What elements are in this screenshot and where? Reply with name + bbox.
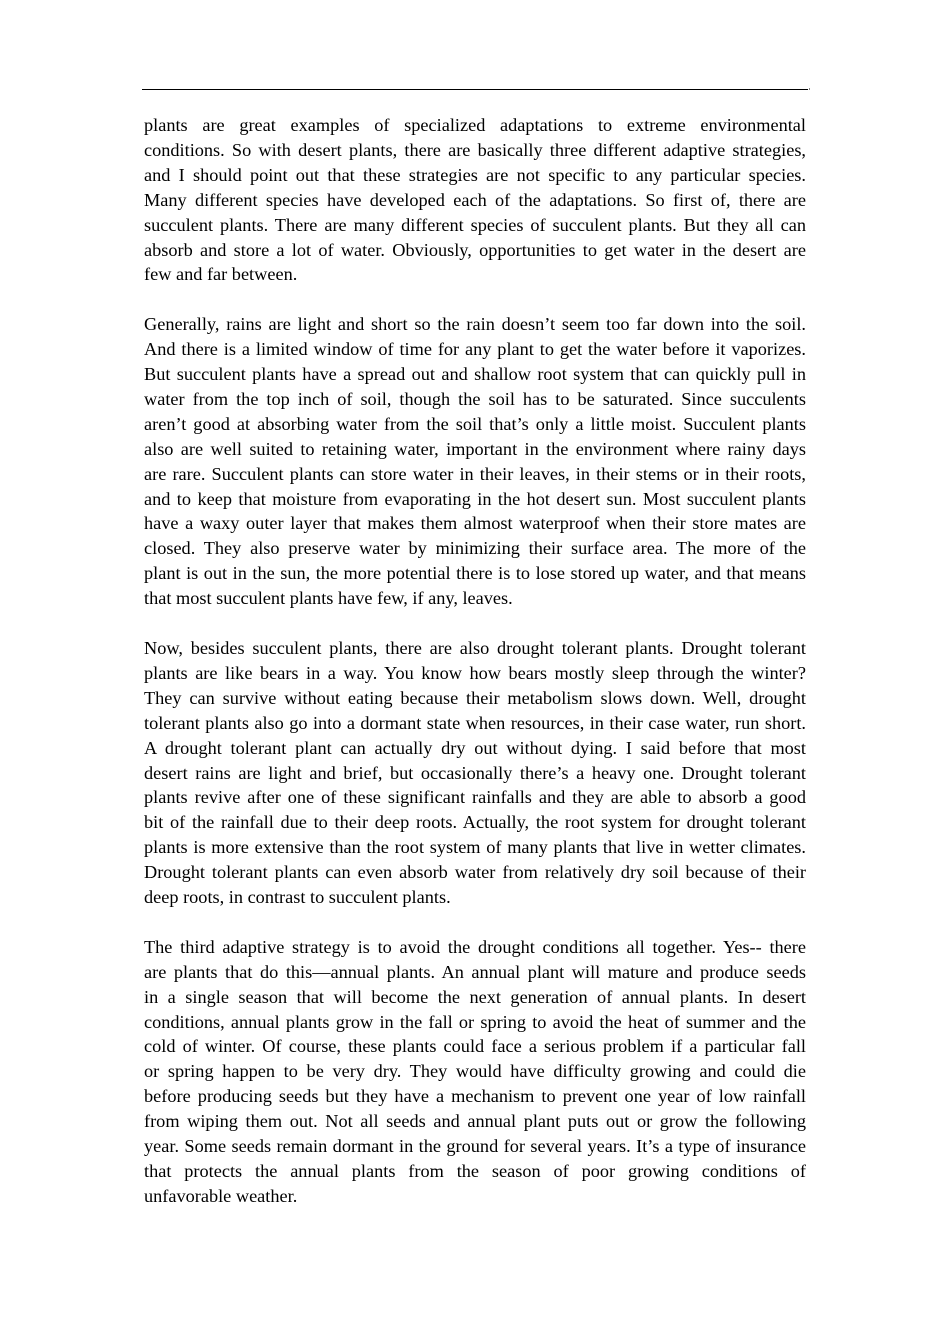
text-line: closed. They also preserve water by minimizing their surface area. The more of the bbox=[144, 538, 806, 559]
text-line: bit of the rainfall due to their deep roots. Actually, the root system for drought tolerant bbox=[144, 812, 806, 833]
text-line: water from the top inch of soil, though the soil has to be saturated. Since succulents bbox=[144, 388, 806, 409]
text-line: in a single season that will become the next generation of annual plants. In desert bbox=[144, 986, 806, 1007]
text-line: Many different species have developed each of the adaptations. So first of, there are bbox=[144, 189, 806, 210]
text-line: are plants that do this—annual plants. An annual plant will mature and produce seeds bbox=[144, 961, 806, 982]
text-line: deep roots, in contrast to succulent plants. bbox=[144, 887, 451, 908]
text-line: from wiping them out. Not all seeds and annual plant puts out or grow the following bbox=[144, 1111, 806, 1132]
text-line: and to keep that moisture from evaporating in the hot desert sun. Most succulent plants bbox=[144, 488, 806, 509]
text-line: are rare. Succulent plants can store water in their leaves, in their stems or in their roots, bbox=[144, 463, 806, 484]
text-line: conditions. So with desert plants, there are basically three different adaptive strategies, bbox=[144, 139, 806, 160]
header-rule bbox=[142, 89, 808, 90]
text-line: also are well suited to retaining water, important in the environment where rainy days bbox=[144, 438, 806, 459]
text-line: A drought tolerant plant can actually dry out without dying. I said before that most bbox=[144, 737, 806, 758]
text-line: few and far between. bbox=[144, 264, 298, 285]
paragraph bbox=[144, 312, 806, 611]
text-line: plants is more extensive than the root system of many plants that live in wetter climates. bbox=[144, 837, 806, 858]
text-line: aren’t good at absorbing water from the soil that’s only a little moist. Succulent plants bbox=[144, 413, 806, 434]
text-line: and I should point out that these strategies are not specific to any particular species. bbox=[144, 164, 806, 185]
text-line: that most succulent plants have few, if any, leaves. bbox=[144, 588, 513, 609]
text-line: unfavorable weather. bbox=[144, 1185, 298, 1206]
text-line: Drought tolerant plants can even absorb water from relatively dry soil because of their bbox=[144, 862, 806, 883]
text-line: tolerant plants also go into a dormant state when resources, in their case water, run short. bbox=[144, 712, 806, 733]
text-line: plants are great examples of specialized adaptations to extreme environmental bbox=[144, 115, 806, 135]
text-line: desert rains are light and brief, but occasionally there’s a heavy one. Drought tolerant bbox=[144, 762, 806, 783]
text-line: succulent plants. There are many different species of succulent plants. But they all can bbox=[144, 214, 806, 235]
text-line: And there is a limited window of time for any plant to get the water before it vaporizes. bbox=[144, 339, 806, 360]
text-line: conditions, annual plants grow in the fall or spring to avoid the heat of summer and the bbox=[144, 1011, 806, 1032]
text-line: They can survive without eating because their metabolism slows down. Well, drought bbox=[144, 687, 806, 708]
text-line: absorb and store a lot of water. Obviously, opportunities to get water in the desert are bbox=[144, 239, 806, 260]
document-body bbox=[144, 113, 806, 1234]
paragraph bbox=[144, 935, 806, 1209]
text-line: The third adaptive strategy is to avoid the drought conditions all together. Yes-- there bbox=[144, 936, 806, 957]
text-line: that protects the annual plants from the season of poor growing conditions of bbox=[144, 1161, 806, 1182]
text-line: cold of winter. Of course, these plants could face a serious problem if a particular fall bbox=[144, 1036, 806, 1057]
text-line: plant is out in the sun, the more potential there is to lose stored up water, and that means bbox=[144, 563, 806, 584]
text-line: plants are like bears in a way. You know how bears mostly sleep through the winter? bbox=[144, 662, 806, 683]
paragraph bbox=[144, 636, 806, 910]
text-line: year. Some seeds remain dormant in the ground for several years. It’s a type of insurance bbox=[144, 1136, 806, 1157]
paragraph bbox=[144, 113, 806, 287]
text-line: Generally, rains are light and short so the rain doesn’t seem too far down into the soil. bbox=[144, 314, 806, 335]
text-line: or spring happen to be very dry. They would have difficulty growing and could die bbox=[144, 1061, 806, 1082]
header-rule-mark bbox=[809, 88, 810, 90]
text-line: But succulent plants have a spread out and shallow root system that can quickly pull in bbox=[144, 364, 806, 385]
text-line: have a waxy outer layer that makes them almost waterproof when their store mates are bbox=[144, 513, 806, 534]
text-line: Now, besides succulent plants, there are also drought tolerant plants. Drought tolerant bbox=[144, 638, 806, 658]
text-line: before producing seeds but they have a mechanism to prevent one year of low rainfall bbox=[144, 1086, 806, 1107]
text-line: plants revive after one of these significant rainfalls and they are able to absorb a good bbox=[144, 787, 806, 808]
